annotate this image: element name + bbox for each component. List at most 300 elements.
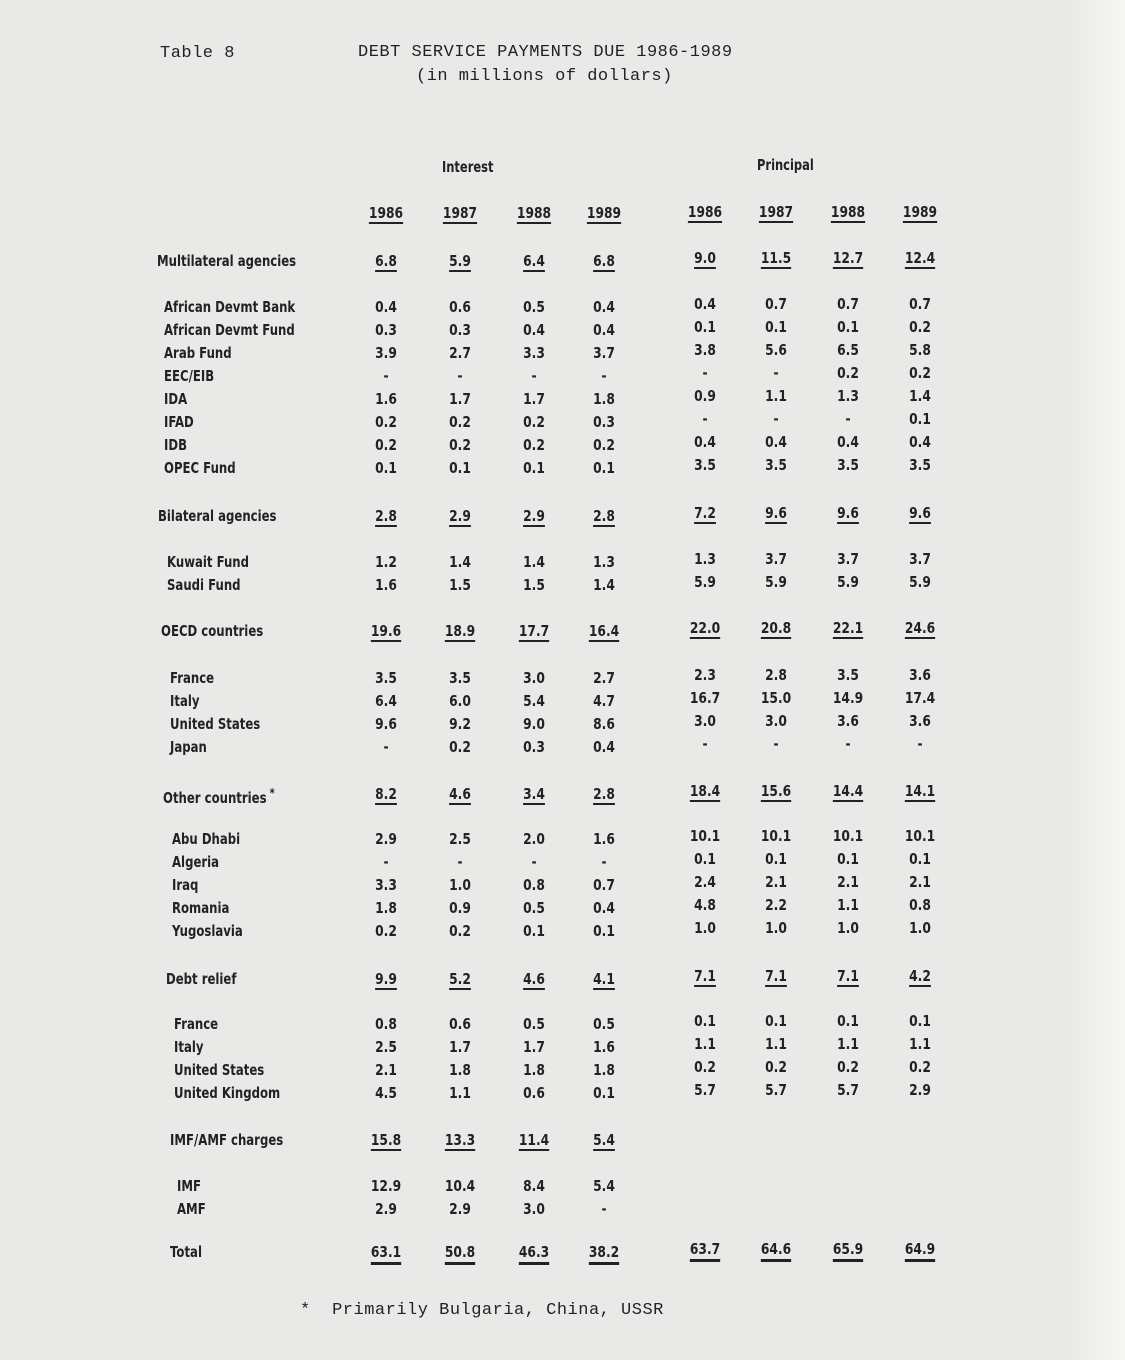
row-label-text: Iraq bbox=[172, 876, 199, 894]
value-cell: 1.1 bbox=[909, 1035, 931, 1053]
value-cell: 1.1 bbox=[449, 1084, 471, 1102]
row-label bbox=[164, 436, 187, 454]
value-cell: 3.7 bbox=[837, 550, 859, 568]
row-label-text: IDB bbox=[164, 436, 187, 454]
table-subtitle: (in millions of dollars) bbox=[416, 67, 673, 86]
value-cell: 10.4 bbox=[444, 1177, 476, 1195]
year-header-interest-1988: 1988 bbox=[516, 204, 552, 222]
row-label-text: Japan bbox=[170, 738, 207, 756]
value-cell: 1.4 bbox=[909, 387, 931, 405]
value-cell: 3.6 bbox=[837, 712, 859, 730]
year-header-principal-1986: 1986 bbox=[687, 203, 723, 221]
subtotal-cell: 6.8 bbox=[375, 252, 397, 270]
value-cell: 2.9 bbox=[375, 1200, 397, 1218]
row-label-text: United States bbox=[174, 1061, 265, 1079]
value-cell: 1.3 bbox=[837, 387, 859, 405]
row-label-text: African Devmt Fund bbox=[164, 321, 295, 339]
row-label bbox=[164, 321, 295, 339]
value-cell: 0.1 bbox=[909, 410, 931, 428]
value-cell: - bbox=[702, 364, 708, 382]
value-cell: 0.1 bbox=[694, 1012, 716, 1030]
row-label bbox=[170, 1131, 283, 1149]
row-label bbox=[164, 344, 232, 362]
value-cell: 5.7 bbox=[694, 1081, 716, 1099]
subtotal-cell: 9.6 bbox=[765, 504, 787, 522]
value-cell: 1.7 bbox=[523, 390, 545, 408]
row-label-text: Algeria bbox=[172, 853, 220, 871]
row-label-text: IFAD bbox=[164, 413, 194, 431]
year-header-interest-1989: 1989 bbox=[586, 204, 622, 222]
value-cell: 0.8 bbox=[375, 1015, 397, 1033]
value-cell: 0.1 bbox=[837, 1012, 859, 1030]
value-cell: 0.3 bbox=[523, 738, 545, 756]
value-cell: - bbox=[845, 410, 851, 428]
row-label bbox=[174, 1061, 264, 1079]
value-cell: 2.3 bbox=[694, 666, 716, 684]
value-cell: 5.7 bbox=[765, 1081, 787, 1099]
row-label-text: United States bbox=[170, 715, 261, 733]
value-cell: 1.0 bbox=[694, 919, 716, 937]
value-cell: 3.7 bbox=[593, 344, 615, 362]
year-header-interest-1987: 1987 bbox=[442, 204, 478, 222]
total-value: 50.8 bbox=[445, 1243, 475, 1265]
value-cell: 3.3 bbox=[375, 876, 397, 894]
value-cell: - bbox=[845, 735, 851, 753]
value-cell: - bbox=[601, 367, 607, 385]
value-cell: 1.5 bbox=[449, 576, 471, 594]
subtotal-cell: 17.7 bbox=[518, 622, 550, 640]
value-cell: - bbox=[601, 853, 607, 871]
value-cell: 3.7 bbox=[765, 550, 787, 568]
year-header-principal-1987: 1987 bbox=[758, 203, 794, 221]
row-label bbox=[172, 830, 240, 848]
subtotal-cell: 18.9 bbox=[444, 622, 476, 640]
value-cell: 3.0 bbox=[694, 712, 716, 730]
value-cell: 1.0 bbox=[765, 919, 787, 937]
row-label bbox=[170, 1243, 202, 1261]
value-cell: 1.7 bbox=[449, 390, 471, 408]
row-label-text: France bbox=[174, 1015, 219, 1033]
value-cell: 1.8 bbox=[449, 1061, 471, 1079]
value-cell: 0.4 bbox=[694, 433, 716, 451]
value-cell: 10.1 bbox=[832, 827, 864, 845]
value-cell: - bbox=[773, 410, 779, 428]
value-cell: 0.5 bbox=[523, 298, 545, 316]
value-cell: 0.1 bbox=[593, 459, 615, 477]
value-cell: 16.7 bbox=[689, 689, 721, 707]
value-cell: 0.2 bbox=[523, 413, 545, 431]
value-cell: 0.1 bbox=[694, 850, 716, 868]
row-label-text: OECD countries bbox=[161, 622, 264, 640]
subtotal-cell: 3.4 bbox=[523, 785, 545, 803]
value-cell: 0.4 bbox=[593, 899, 615, 917]
value-cell: 0.1 bbox=[375, 459, 397, 477]
value-cell: 0.4 bbox=[909, 433, 931, 451]
value-cell: 10.1 bbox=[904, 827, 936, 845]
total-cell bbox=[519, 1243, 549, 1264]
subtotal-cell: 9.9 bbox=[375, 970, 397, 988]
value-cell: 2.2 bbox=[765, 896, 787, 914]
subtotal-cell: 22.0 bbox=[689, 619, 721, 637]
value-cell: 2.4 bbox=[694, 873, 716, 891]
value-cell: 0.4 bbox=[593, 321, 615, 339]
row-label bbox=[166, 970, 236, 988]
value-cell: 0.7 bbox=[909, 295, 931, 313]
row-label bbox=[174, 1038, 203, 1056]
value-cell: 1.7 bbox=[523, 1038, 545, 1056]
value-cell: 0.1 bbox=[837, 850, 859, 868]
value-cell: 8.6 bbox=[593, 715, 615, 733]
value-cell: 2.9 bbox=[909, 1081, 931, 1099]
row-label-text: EEC/EIB bbox=[164, 367, 215, 385]
table-title: DEBT SERVICE PAYMENTS DUE 1986-1989 bbox=[358, 43, 733, 62]
value-cell: 0.2 bbox=[909, 364, 931, 382]
value-cell: - bbox=[383, 367, 389, 385]
row-label bbox=[164, 413, 194, 431]
value-cell: 0.2 bbox=[593, 436, 615, 454]
value-cell: 0.3 bbox=[375, 321, 397, 339]
value-cell: - bbox=[702, 735, 708, 753]
total-cell bbox=[761, 1240, 791, 1261]
subtotal-cell: 2.8 bbox=[375, 507, 397, 525]
value-cell: 3.5 bbox=[375, 669, 397, 687]
value-cell: 10.1 bbox=[760, 827, 792, 845]
row-label bbox=[170, 692, 199, 710]
page-edge-shading bbox=[1065, 0, 1125, 1360]
total-cell bbox=[905, 1240, 935, 1261]
value-cell: - bbox=[917, 735, 923, 753]
value-cell: - bbox=[773, 364, 779, 382]
subtotal-cell: 4.6 bbox=[449, 785, 471, 803]
value-cell: 5.9 bbox=[694, 573, 716, 591]
subtotal-cell: 6.8 bbox=[593, 252, 615, 270]
value-cell: 5.9 bbox=[909, 573, 931, 591]
value-cell: 1.5 bbox=[523, 576, 545, 594]
principal-column-group: Principal bbox=[757, 156, 814, 174]
value-cell: 0.5 bbox=[593, 1015, 615, 1033]
row-label-text: Yugoslavia bbox=[172, 922, 243, 940]
value-cell: 3.9 bbox=[375, 344, 397, 362]
total-value: 64.6 bbox=[761, 1240, 791, 1262]
value-cell: 0.2 bbox=[765, 1058, 787, 1076]
value-cell: 0.2 bbox=[375, 436, 397, 454]
row-label bbox=[177, 1177, 201, 1195]
value-cell: 5.4 bbox=[593, 1177, 615, 1195]
value-cell: 0.2 bbox=[449, 738, 471, 756]
subtotal-cell: 4.6 bbox=[523, 970, 545, 988]
value-cell: 6.0 bbox=[449, 692, 471, 710]
subtotal-cell: 20.8 bbox=[760, 619, 792, 637]
value-cell: 2.1 bbox=[375, 1061, 397, 1079]
subtotal-cell: 16.4 bbox=[588, 622, 620, 640]
value-cell: 3.6 bbox=[909, 712, 931, 730]
interest-column-group: Interest bbox=[442, 158, 494, 176]
value-cell: 4.8 bbox=[694, 896, 716, 914]
value-cell: 3.5 bbox=[765, 456, 787, 474]
subtotal-cell: 9.0 bbox=[694, 249, 716, 267]
value-cell: 9.6 bbox=[375, 715, 397, 733]
subtotal-cell: 8.2 bbox=[375, 785, 397, 803]
value-cell: 4.5 bbox=[375, 1084, 397, 1102]
value-cell: 0.6 bbox=[523, 1084, 545, 1102]
subtotal-cell: 18.4 bbox=[689, 782, 721, 800]
subtotal-cell: 2.8 bbox=[593, 507, 615, 525]
value-cell: 0.2 bbox=[523, 436, 545, 454]
subtotal-cell: 11.5 bbox=[760, 249, 792, 267]
value-cell: 1.8 bbox=[593, 1061, 615, 1079]
subtotal-cell: 22.1 bbox=[832, 619, 864, 637]
value-cell: 5.8 bbox=[909, 341, 931, 359]
value-cell: 1.1 bbox=[694, 1035, 716, 1053]
year-header-principal-1988: 1988 bbox=[830, 203, 866, 221]
row-label-text: Italy bbox=[170, 692, 200, 710]
value-cell: 3.5 bbox=[837, 456, 859, 474]
row-label bbox=[164, 390, 187, 408]
value-cell: 1.1 bbox=[837, 1035, 859, 1053]
subtotal-cell: 9.6 bbox=[909, 504, 931, 522]
total-cell bbox=[371, 1243, 401, 1264]
value-cell: 0.2 bbox=[449, 436, 471, 454]
value-cell: 0.7 bbox=[837, 295, 859, 313]
row-label bbox=[164, 459, 236, 477]
value-cell: 0.1 bbox=[909, 1012, 931, 1030]
subtotal-cell: 4.2 bbox=[909, 967, 931, 985]
subtotal-cell: 14.1 bbox=[904, 782, 936, 800]
row-label bbox=[161, 622, 263, 640]
value-cell: 1.0 bbox=[449, 876, 471, 894]
row-label-text: Bilateral agencies bbox=[158, 507, 277, 525]
value-cell: 3.5 bbox=[449, 669, 471, 687]
subtotal-cell: 2.9 bbox=[449, 507, 471, 525]
value-cell: 5.9 bbox=[837, 573, 859, 591]
row-label bbox=[172, 853, 219, 871]
subtotal-cell: 12.4 bbox=[904, 249, 936, 267]
value-cell: 0.4 bbox=[765, 433, 787, 451]
value-cell: 0.4 bbox=[593, 738, 615, 756]
value-cell: 1.3 bbox=[593, 553, 615, 571]
value-cell: 12.9 bbox=[370, 1177, 402, 1195]
value-cell: 2.1 bbox=[765, 873, 787, 891]
subtotal-cell: 7.1 bbox=[694, 967, 716, 985]
subtotal-cell: 15.6 bbox=[760, 782, 792, 800]
row-label-text: Total bbox=[170, 1243, 202, 1261]
value-cell: 1.6 bbox=[375, 390, 397, 408]
value-cell: 6.5 bbox=[837, 341, 859, 359]
total-value: 46.3 bbox=[519, 1243, 549, 1265]
value-cell: 1.6 bbox=[593, 1038, 615, 1056]
row-label bbox=[164, 367, 214, 385]
total-value: 63.1 bbox=[371, 1243, 401, 1265]
value-cell: 0.8 bbox=[909, 896, 931, 914]
value-cell: 8.4 bbox=[523, 1177, 545, 1195]
value-cell: - bbox=[601, 1200, 607, 1218]
value-cell: 3.7 bbox=[909, 550, 931, 568]
value-cell: 0.2 bbox=[837, 364, 859, 382]
value-cell: - bbox=[773, 735, 779, 753]
value-cell: 3.0 bbox=[523, 1200, 545, 1218]
value-cell: - bbox=[531, 367, 537, 385]
value-cell: 2.9 bbox=[375, 830, 397, 848]
value-cell: 0.1 bbox=[765, 318, 787, 336]
total-value: 38.2 bbox=[589, 1243, 619, 1265]
row-label-text: OPEC Fund bbox=[164, 459, 236, 477]
subtotal-cell: 19.6 bbox=[370, 622, 402, 640]
row-label-text: Abu Dhabi bbox=[172, 830, 241, 848]
total-cell bbox=[445, 1243, 475, 1264]
value-cell: 0.7 bbox=[593, 876, 615, 894]
subtotal-cell: 15.8 bbox=[370, 1131, 402, 1149]
value-cell: 2.7 bbox=[449, 344, 471, 362]
value-cell: 10.1 bbox=[689, 827, 721, 845]
value-cell: 1.8 bbox=[523, 1061, 545, 1079]
value-cell: 6.4 bbox=[375, 692, 397, 710]
value-cell: 15.0 bbox=[760, 689, 792, 707]
value-cell: 1.4 bbox=[449, 553, 471, 571]
value-cell: 1.0 bbox=[909, 919, 931, 937]
value-cell: 0.9 bbox=[449, 899, 471, 917]
value-cell: 0.2 bbox=[375, 413, 397, 431]
value-cell: 0.1 bbox=[523, 922, 545, 940]
value-cell: 1.4 bbox=[593, 576, 615, 594]
row-label bbox=[170, 715, 260, 733]
value-cell: 0.1 bbox=[694, 318, 716, 336]
value-cell: 1.6 bbox=[375, 576, 397, 594]
value-cell: 2.7 bbox=[593, 669, 615, 687]
subtotal-cell: 11.4 bbox=[518, 1131, 550, 1149]
row-label bbox=[177, 1200, 206, 1218]
row-label-text: Debt relief bbox=[166, 970, 237, 988]
value-cell: 0.1 bbox=[523, 459, 545, 477]
row-label bbox=[172, 876, 198, 894]
total-cell bbox=[589, 1243, 619, 1264]
row-label bbox=[164, 298, 295, 316]
value-cell: 14.9 bbox=[832, 689, 864, 707]
total-value: 64.9 bbox=[905, 1240, 935, 1262]
value-cell: 0.4 bbox=[694, 295, 716, 313]
row-label-text: IMF bbox=[177, 1177, 201, 1195]
value-cell: 0.6 bbox=[449, 1015, 471, 1033]
total-value: 65.9 bbox=[833, 1240, 863, 1262]
subtotal-cell: 4.1 bbox=[593, 970, 615, 988]
value-cell: 0.2 bbox=[909, 318, 931, 336]
footnote-marker: * bbox=[269, 785, 275, 800]
subtotal-cell: 2.8 bbox=[593, 785, 615, 803]
value-cell: 2.9 bbox=[449, 1200, 471, 1218]
row-label-text: France bbox=[170, 669, 215, 687]
value-cell: 2.5 bbox=[449, 830, 471, 848]
row-label bbox=[172, 922, 243, 940]
value-cell: 2.5 bbox=[375, 1038, 397, 1056]
total-value: 63.7 bbox=[690, 1240, 720, 1262]
value-cell: 3.0 bbox=[765, 712, 787, 730]
value-cell: 0.1 bbox=[909, 850, 931, 868]
value-cell: 3.5 bbox=[837, 666, 859, 684]
row-label-text: AMF bbox=[177, 1200, 206, 1218]
value-cell: 0.2 bbox=[837, 1058, 859, 1076]
value-cell: 0.2 bbox=[375, 922, 397, 940]
value-cell: 0.8 bbox=[523, 876, 545, 894]
value-cell: 3.5 bbox=[694, 456, 716, 474]
value-cell: 0.4 bbox=[375, 298, 397, 316]
value-cell: 3.3 bbox=[523, 344, 545, 362]
row-label bbox=[158, 507, 276, 525]
value-cell: 1.4 bbox=[523, 553, 545, 571]
value-cell: 0.5 bbox=[523, 1015, 545, 1033]
table-label: Table 8 bbox=[160, 44, 235, 63]
value-cell: 0.1 bbox=[765, 1012, 787, 1030]
value-cell: 1.6 bbox=[593, 830, 615, 848]
value-cell: 1.8 bbox=[593, 390, 615, 408]
row-label-text: United Kingdom bbox=[174, 1084, 281, 1102]
value-cell: 0.9 bbox=[694, 387, 716, 405]
value-cell: 5.7 bbox=[837, 1081, 859, 1099]
value-cell: 4.7 bbox=[593, 692, 615, 710]
value-cell: 1.7 bbox=[449, 1038, 471, 1056]
row-label-text: Romania bbox=[172, 899, 230, 917]
value-cell: 1.1 bbox=[837, 896, 859, 914]
value-cell: 5.6 bbox=[765, 341, 787, 359]
value-cell: 0.7 bbox=[765, 295, 787, 313]
value-cell: 0.1 bbox=[765, 850, 787, 868]
subtotal-cell: 13.3 bbox=[444, 1131, 476, 1149]
value-cell: 0.6 bbox=[449, 298, 471, 316]
row-label bbox=[167, 553, 249, 571]
subtotal-cell: 14.4 bbox=[832, 782, 864, 800]
row-label bbox=[170, 738, 207, 756]
value-cell: 0.4 bbox=[837, 433, 859, 451]
row-label-text: African Devmt Bank bbox=[164, 298, 296, 316]
row-label-text: Saudi Fund bbox=[167, 576, 241, 594]
value-cell: 2.0 bbox=[523, 830, 545, 848]
value-cell: 1.2 bbox=[375, 553, 397, 571]
subtotal-cell: 7.2 bbox=[694, 504, 716, 522]
value-cell: 1.3 bbox=[694, 550, 716, 568]
row-label bbox=[163, 785, 275, 807]
subtotal-cell: 9.6 bbox=[837, 504, 859, 522]
row-label-text: Arab Fund bbox=[164, 344, 232, 362]
value-cell: - bbox=[383, 738, 389, 756]
row-label bbox=[157, 252, 296, 270]
value-cell: - bbox=[457, 367, 463, 385]
row-label bbox=[174, 1084, 280, 1102]
subtotal-cell: 5.9 bbox=[449, 252, 471, 270]
value-cell: 2.1 bbox=[837, 873, 859, 891]
row-label-text: Multilateral agencies bbox=[157, 252, 297, 270]
value-cell: 2.1 bbox=[909, 873, 931, 891]
value-cell: 0.3 bbox=[593, 413, 615, 431]
subtotal-cell: 7.1 bbox=[765, 967, 787, 985]
value-cell: - bbox=[457, 853, 463, 871]
value-cell: 3.0 bbox=[523, 669, 545, 687]
row-label bbox=[170, 669, 214, 687]
row-label-text: Other countries bbox=[163, 789, 267, 807]
value-cell: 5.4 bbox=[523, 692, 545, 710]
row-label-text: IMF/AMF charges bbox=[170, 1131, 284, 1149]
value-cell: 1.1 bbox=[765, 1035, 787, 1053]
value-cell: 1.0 bbox=[837, 919, 859, 937]
year-header-interest-1986: 1986 bbox=[368, 204, 404, 222]
subtotal-cell: 5.4 bbox=[593, 1131, 615, 1149]
value-cell: 5.9 bbox=[765, 573, 787, 591]
value-cell: 0.2 bbox=[449, 413, 471, 431]
subtotal-cell: 24.6 bbox=[904, 619, 936, 637]
subtotal-cell: 5.2 bbox=[449, 970, 471, 988]
value-cell: 0.5 bbox=[523, 899, 545, 917]
value-cell: 3.6 bbox=[909, 666, 931, 684]
subtotal-cell: 2.9 bbox=[523, 507, 545, 525]
subtotal-cell: 7.1 bbox=[837, 967, 859, 985]
value-cell: 0.2 bbox=[909, 1058, 931, 1076]
